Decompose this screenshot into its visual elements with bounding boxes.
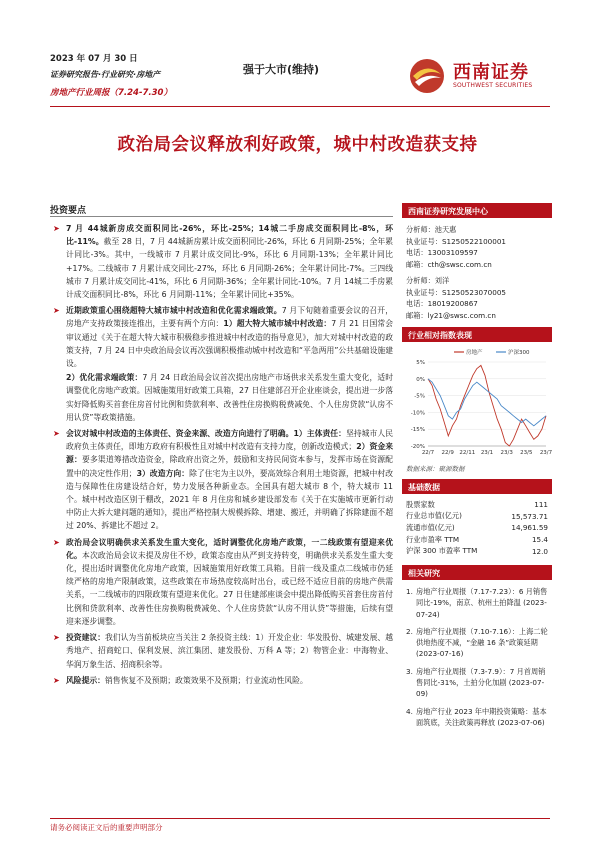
point-item (50, 427, 393, 533)
analyst-line: 电话：13003109597 (406, 248, 478, 257)
bullet-icon: ➤ (53, 224, 60, 233)
table-cell-value: 14,961.59 (511, 523, 548, 533)
chart-series-line (428, 379, 546, 426)
chart-y-tick-label: 5% (416, 360, 425, 366)
report-category: 证券研究报告·行业研究·房地产 (50, 70, 161, 79)
chart-y-tick-label: -10% (410, 410, 425, 417)
chart-y-tick-label: -15% (410, 427, 425, 434)
report-date: 2023 年 07 月 30 日 (50, 54, 138, 64)
chart-x-tick-label: 23/7 (539, 450, 552, 456)
chart-x-tick-label: 23/1 (480, 450, 494, 456)
point-sub-lead: 2）优化需求端政策： (66, 373, 143, 383)
table-cell-value: 111 (534, 500, 548, 510)
chart-y-tick-label: -20% (410, 444, 425, 450)
index-chart (402, 342, 552, 462)
table-cell-label: 行业总市值(亿元) (406, 511, 462, 521)
chart-legend-label: 沪深300 (508, 350, 530, 356)
point-item (50, 674, 393, 687)
chart-x-tick-label: 22/7 (421, 450, 435, 456)
footer-disclaimer: 请务必阅读正文后的重要声明部分 (50, 823, 163, 832)
sidebar (402, 203, 552, 734)
bullet-icon: ➤ (53, 537, 60, 547)
point-text: 本次政治局会议未提及房住不炒，政策态度由从严到支持转变，明确供求关系发生重大变化，提出适时调整优化房地产政策，因城施策用好政策工具箱。目前一线及重点二线城市仍延续严格的房地产限制政策，这些政策在市场热度较高时出台，或已经不适应目前的房地产供需关系，一二线城市的四限政策有望迎来优化。27 日住建部座谈会中提出降低购买首套住房首付比例和贷款利率、改善性住房换购税费减免、个人住房贷款“认房不用认贷”等措施，后续有望迎来逐步调整。 (66, 550, 394, 626)
basic-data-heading: 基础数据 (402, 479, 552, 494)
table-cell-value: 12.0 (531, 546, 548, 556)
point-sub-text: 7 月 24 日政治局会议首次提出房地产市场供求关系发生重大变化，适时调整优化房地产政策。因城施策用好政策工具箱，27 日住建部召开企业座谈会，提出进一步落实好降低购买首套住房首付比例和贷款利率、改善性住房换购税费减免、个人住房贷款“认房不用认贷”等政策措施。 (66, 373, 393, 422)
related-item[interactable]: 2. 房地产行业周报（7.10-7.16）：上海二轮供地热度不减，“金融 16 条”政策延期 (2023-07-16) (406, 626, 548, 659)
chart-x-tick-label: 23/3 (500, 450, 513, 456)
bullet-icon: ➤ (53, 306, 60, 316)
bullet-icon: ➤ (53, 429, 60, 439)
table-row (402, 545, 552, 557)
chart-y-tick-label: 0% (416, 376, 425, 383)
point-sub-lead: 3）改造方向： (136, 468, 190, 478)
analyst-line: 执业证号：S1250523070005 (406, 287, 506, 297)
chart-heading: 行业相对指数表现 (402, 327, 552, 342)
point-lead: 会议对城中村改造的主体责任、资金来源、改造方向进行了明确。1）主体责任： (66, 429, 346, 439)
analyst-line: 分析师：池天惠 (406, 225, 457, 234)
point-text: 我们认为当前板块应当关注 2 条投资主线：1）开发企业：华发股份、城建发展、越秀地产、招商蛇口、保利发展、滨江集团、建发股份、万科 A 等；2）物管企业：中海物业、华润万象生活、招商积余等。 (66, 633, 394, 669)
related-item[interactable]: 4. 房地产行业 2023 年中期投资策略：基本面筑底，关注政策再释放 (2023-07-06) (406, 706, 547, 727)
point-text: 销售恢复不及预期；政策效果不及预期；行业流动性风险。 (104, 675, 308, 685)
table-cell-label: 股票家数 (406, 499, 435, 509)
table-row (402, 522, 552, 534)
logo-text-en: SOUTHWEST SECURITIES (453, 82, 533, 89)
point-lead: 近期政策重心围绕超特大城市城中村改造和优化需求端政策。 (66, 306, 282, 316)
footer-divider (50, 818, 550, 819)
table-cell-value: 15,573.71 (511, 511, 548, 521)
point-item (50, 222, 393, 301)
bullet-icon: ➤ (53, 633, 60, 643)
related-item[interactable]: 1. 房地产行业周报（7.17-7.23）：6 月销售同比-19%，南京、杭州土拍降温 (2023-07-24) (406, 586, 548, 619)
investment-points (50, 222, 393, 690)
chart-x-tick-label: 23/5 (520, 450, 533, 456)
point-lead: 政治局会议明确供求关系发生重大变化，适时调整优化房地产政策，一二线政策有望迎来优化。 (66, 537, 393, 560)
chart-x-tick-label: 22/9 (441, 450, 454, 456)
header-divider (50, 106, 550, 107)
analyst-info (402, 218, 552, 321)
analyst-line: 电话：18019200867 (406, 299, 478, 308)
chart-legend-label: 房地产 (466, 350, 483, 356)
chart-x-tick-label: 22/11 (459, 450, 476, 456)
chart-series-line (428, 365, 546, 446)
related-item[interactable]: 3. 房地产行业周报（7.3-7.9）：7 月首周销售同比-31%，土拍分化加剧 (2023-07-09) (406, 666, 546, 699)
point-text: 坚持城市人民政府负主体责任，即地方政府有积极性且对城中村改造有支持力度，创新改造模式； (66, 429, 394, 452)
analyst-line: 分析师：刘洋 (406, 276, 450, 285)
report-title: 政治局会议释放利好政策，城中村改造获支持 (117, 135, 478, 155)
point-sub-lead: 1）超大特大城市城中村改造： (223, 319, 332, 329)
point-lead: 风险提示： (66, 675, 105, 685)
related-research (402, 580, 552, 728)
chart-svg (402, 342, 552, 462)
point-item (50, 631, 393, 671)
table-cell-label: 流通市值(亿元) (406, 522, 455, 532)
point-lead: 投资建议： (66, 633, 106, 643)
bullet-icon: ➤ (53, 675, 60, 685)
point-item (50, 536, 393, 628)
investment-divider (50, 216, 393, 217)
point-sub-lead: 2）资金来源： (66, 442, 393, 465)
report-series: 房地产行业周报（7.24-7.30） (50, 88, 172, 98)
company-logo (405, 56, 555, 96)
related-heading: 相关研究 (402, 565, 552, 580)
table-cell-label: 沪深 300 市盈率 TTM (406, 546, 478, 556)
table-row (402, 511, 552, 523)
point-sub-text: 除了住宅为主以外，要高效综合利用土地资源，把城中村改造与保障性住房建设结合好，势力发展各种新业态。全国具有超大城市 8 个，特大城市 11 个。城中村改造区别于棚改，2021 年 8 月住房和城乡建设部发布《关于在实施城市更新行动中防止大拆大建问题的通知》，提出严格控制大规模拆除、增建、搬迁，并明确了拆除建面不超过 20%、拆建比不超过 2。 (66, 468, 394, 531)
point-sub-text: 7 月 21 日国常会审议通过《关于在超大特大城市积极稳步推进城中村改造的指导意见》，加大对城中村改造的政策支持，7 月 24 日中央政治局会议再次强调积极推动城中村改造和“平急两用”公共基础设施建设。 (66, 319, 393, 369)
table-row (402, 499, 552, 511)
analyst-email[interactable]: 邮箱：ly21@swsc.com.cn (406, 310, 496, 320)
chart-y-tick-label: -5% (414, 393, 425, 400)
point-text: 截至 28 日，7 月 44城新房累计成交面积同比-26%，环比 6 月同期-25%；全年累计同比-3%。其中，一线城市 7 月累计成交同比-9%，环比 6 月同期-13%；全年累计同比+17%。二线城市 7 月累计成交同比-27%，环比 6 月同期-26%；全年累计同比-7%。三四线城市 7 月累计成交同比-41%，环比 6 月同期-36%；全年累计同比-10%。7 月 14城二手房累计成交面积同比-8%，环比 6 月同期-11%；全年累计同比+35%。 (66, 237, 393, 300)
table-row (402, 534, 552, 546)
logo-text-cn: 西南证券 (453, 62, 529, 83)
industry-rating: 强于大市(维持) (243, 63, 320, 76)
team-heading: 西南证券研究发展中心 (402, 203, 552, 218)
point-text: 7 月下旬随着重要会议的召开，房地产支持政策接连推出，主要有两个方向： (66, 306, 393, 329)
table-cell-value: 15.4 (531, 535, 548, 545)
point-item (50, 304, 393, 424)
investment-heading: 投资要点 (50, 206, 87, 216)
analyst-line: 执业证号：S1250522100001 (406, 236, 506, 246)
chart-source: 数据来源：聚源数据 (406, 465, 465, 473)
table-cell-label: 行业市盈率 TTM (406, 534, 460, 544)
point-lead: 7 月 44城新房成交面积同比-26%，环比-25%；14城二手房成交面积同比-8%，环比-11%。 (66, 224, 393, 247)
analyst-email[interactable]: 邮箱：cth@swsc.com.cn (406, 259, 492, 269)
point-sub-text: 要多渠道筹措改造资金，除政府出资之外，鼓励和支持民间资本参与，发挥市场在资源配置中的决定性作用； (66, 455, 394, 478)
basic-data-table (402, 499, 552, 557)
logo-emblem-icon (407, 56, 447, 96)
